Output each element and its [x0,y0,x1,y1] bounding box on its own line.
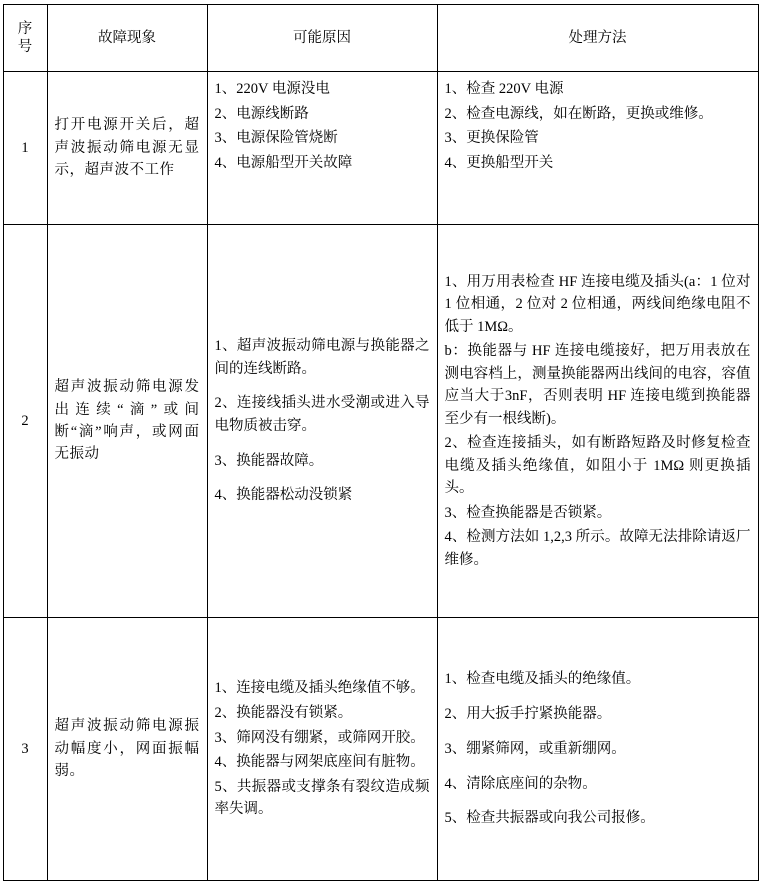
remedy-item: 3、检查换能器是否锁紧。 [444,504,612,521]
row-remedy [437,225,758,618]
table-header-row [3,5,758,72]
column-header-remedy: 处理方法 [437,5,758,72]
row-symptom: 超声波振动筛电源振动幅度小，网面振幅弱。 [47,618,207,881]
table-row [3,618,758,881]
cause-item: 2、换能器没有锁紧。 [214,704,353,721]
remedy-item: 3、绷紧筛网，或重新绷网。 [444,740,626,757]
cause-item: 2、电源线断路 [214,105,309,122]
cause-item: 3、电源保险管烧断 [214,130,338,147]
column-header-no-line2: 号 [17,39,33,55]
row-number: 3 [3,618,47,881]
remedy-item: 4、清除底座间的杂物。 [444,775,597,792]
row-symptom: 打开电源开关后，超声波振动筛电源无显示，超声波不工作 [47,72,207,225]
row-symptom: 超声波振动筛电源发出连续“滴”或间断“滴”响声，或网面无振动 [47,225,207,618]
row-cause [207,225,437,618]
remedy-item: 5、检查共振器或向我公司报修。 [444,810,655,827]
remedy-item: 4、检测方法如 1,2,3 所示。故障无法排除请返厂维修。 [444,529,751,568]
remedy-item: b：换能器与 HF 连接电缆接好，把万用表放在测电容档上，测量换能器两出线间的电容，容值应当大于3nF，否则表明 HF 连接电缆到换能器至少有一根线断)。 [444,343,751,427]
remedy-item: 1、检查 220V 电源 [444,81,564,97]
remedy-item: 2、检查电源线，如在断路，更换或维修。 [444,105,713,122]
cause-item: 3、筛网没有绷紧，或筛网开胶。 [214,729,425,746]
row-number: 1 [3,72,47,225]
remedy-item: 2、用大扳手拧紧换能器。 [444,705,612,722]
cause-item: 1、超声波振动筛电源与换能器之间的连线断路。 [214,338,430,377]
cause-item: 4、换能器与网架底座间有脏物。 [214,754,425,771]
remedy-item: 2、检查连接插头，如有断路短路及时修复检查电缆及插头绝缘值，如阻小于 1MΩ 则更换插头。 [444,435,751,497]
column-header-no [3,5,47,72]
table-header [3,5,758,72]
row-remedy [437,72,758,225]
column-header-no-line1: 序 [17,20,33,37]
table-row [3,225,758,618]
column-header-cause: 可能原因 [207,5,437,72]
table-row [3,72,758,225]
cause-item: 1、连接电缆及插头绝缘值不够。 [214,680,425,697]
row-remedy [437,618,758,881]
cause-item: 3、换能器故障。 [214,452,324,469]
cause-item: 4、换能器松动没锁紧 [214,487,353,504]
table-body [3,72,758,881]
cause-item: 2、连接线插头进水受潮或进入导电物质被击穿。 [214,395,430,434]
cause-item: 1、220V 电源没电 [214,81,330,97]
row-cause [207,618,437,881]
remedy-item: 3、更换保险管 [444,130,539,147]
remedy-item: 1、用万用表检查 HF 连接电缆及插头(a：1 位对 1 位相通，2 位对 2 位相通，两线间绝缘电阻不低于 1MΩ。 [444,273,751,335]
remedy-item: 1、检查电缆及插头的绝缘值。 [444,671,641,688]
fault-troubleshooting-table [3,4,759,881]
remedy-item: 4、更换船型开关 [444,154,554,171]
cause-item: 4、电源船型开关故障 [214,154,353,171]
row-number: 2 [3,225,47,618]
column-header-symptom: 故障现象 [47,5,207,72]
row-cause [207,72,437,225]
cause-item: 5、共振器或支撑条有裂纹造成频率失调。 [214,778,430,818]
